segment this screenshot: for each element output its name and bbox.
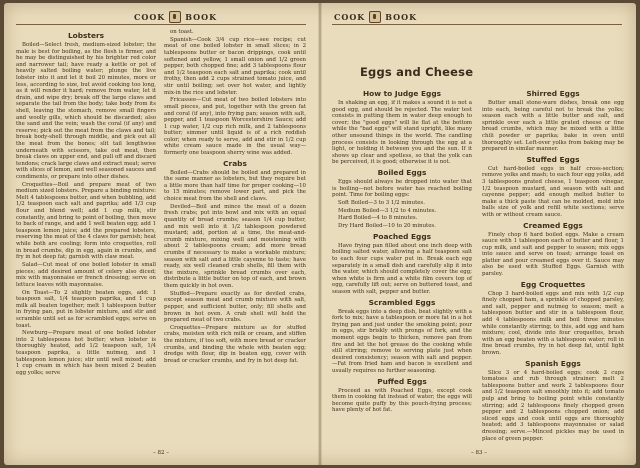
section-heading: How to Judge Eggs	[362, 89, 442, 98]
left-page-header	[132, 10, 219, 24]
paragraph: Finely chop 6 hard boiled eggs. Make a cream sauce with 1 tablespoon each of butter and flour, 1 cup milk, and salt and pepper to season; mix eggs into sauce and serve on toast; arrange toast on platter and pour creamed eggs over it. Sauce may also be used with Stuffed Eggs. Garnish with parsley.	[482, 231, 624, 278]
section-heading: Stuffed Eggs	[526, 154, 580, 164]
section-heading: Egg Croquettes	[520, 279, 586, 289]
section-heading-lobsters: Lobsters	[67, 31, 105, 40]
section-heading: Creamed Eggs	[523, 220, 583, 230]
book-emblem-icon	[169, 11, 181, 23]
page-number-left: – 82 –	[153, 450, 169, 456]
right-column-2	[482, 87, 624, 443]
boil-time-line: Hard Boiled—4 to 8 minutes.	[338, 215, 418, 222]
header-cook-word: COOK	[134, 12, 166, 22]
header-book-word: BOOK	[185, 12, 218, 22]
header-cook-word: COOK	[334, 12, 366, 22]
paragraph: Boiled—Crabs should be boiled and prepared in the same manner as lobsters, but they require but a little more than half time for proper cooking—10 to 15 minutes; remove lower part, and pick the choice meat from the shell and claws.	[164, 169, 306, 203]
section-heading: Poached Eggs	[372, 231, 432, 241]
header-book-word: BOOK	[385, 12, 418, 22]
paragraph: Newburg—Prepare meat of one boiled lobster into 2 tablespoons hot butter; when lobster is thoroughly heated, add 1/2 teaspoon salt, 1/4 teaspoon paprika, a little nutmeg, and 1 tablespoon lemon juice; stir until well mixed; add 1 cup cream in which has been mixed 2 beaten egg yolks; serve	[16, 330, 156, 376]
paragraph: Have frying pan filled about one inch deep with boiling salted water, allowing a half teaspoon salt to each four cups water put in. Break each egg separately in a small dish and carefully slip it into the water, which should completely cover the egg; when white is firm and a white film covers top of egg, carefully lift out; serve on buttered toast, and season with salt, pepper and butter.	[332, 242, 472, 295]
section-heading: Spanish Eggs	[525, 358, 581, 368]
paragraph: Fricassee—Cut meat of two boiled lobsters into small pieces, and put, together with the green fat and coral (if any), into frying pan; season with salt, pepper, and 1 teaspoon Worcestershire Sauce; add 1 cup water, 1/2 cup rich milk, and 2 tablespoons butter; simmer until liquid is of a rich reddish color; when ready to serve, add and stir in 1/2 cup white cream sauce made in the usual way—formerly one teaspoon sherry wine was added.	[164, 97, 306, 157]
paragraph: In shaking an egg, if it makes a sound it is not a good egg, and should be rejected. The water test consists in putting them in water deep enough to cover; the "good eggs" will lie flat at the bottom while the "bad eggs" will stand upright, like many other unsound things in the world. The candling process consists in looking through the egg at a light, or holding it between you and the sun. If it shows up clear and spotless, so that the yolk can be perceived, it is good; otherwise it is not.	[332, 100, 472, 166]
paragraph: Spanish—Cook 3/4 cup rice—see recipe; cut meat of one boiled lobster in small slices; in 2 tablespoons butter or bacon drippings, cook until softened and yellow, 1 small onion and 1/2 green pepper, both chopped fine; add 3 tablespoons flour and 1/2 teaspoon each salt and paprika; cook until frothy, then add 2 cups strained tomato juice, and stir until boiling; set over hot water, and lightly mix-in the rice and lobster.	[164, 36, 306, 96]
paragraph: on toast.	[170, 29, 194, 35]
paragraph: Chop 3 hard-boiled eggs and mix with 1/2 cup finely chopped ham, a sprinkle of chopped parsley, and salt, pepper and nutmeg to season; melt a tablespoon butter and stir in a tablespoon flour, add 4 tablespoons milk and boil three minutes while constantly stirring; to this, add egg and ham mixture; cool, divide into four croquettes, brush with an egg beaten with a tablespoon water; roll in fine bread crumbs, fry in hot deep fat, until light brown.	[482, 290, 624, 356]
paragraph: Salad—Cut meat of one boiled lobster in small pieces; add desired amount of celery also diced; mix with mayonnaise or french dressing; serve on lettuce leaves with mayonnaise.	[16, 261, 156, 288]
paragraph: On Toast—To 2 slightly beaten eggs, add: 1 teaspoon salt, 1/4 teaspoon paprika, and 1 cup milk all beaten together; melt 1 tablespoon butter in frying pan, put in lobster mixture, and stir and scramble until set as for scrambled eggs; serve on toast.	[16, 289, 156, 329]
book-emblem-icon	[369, 11, 381, 23]
chapter-title: Eggs and Cheese	[360, 65, 474, 79]
right-page-header	[332, 10, 419, 24]
section-heading: Shirred Eggs	[526, 89, 580, 98]
right-column-1	[332, 87, 472, 415]
header-rule	[332, 24, 622, 25]
left-column-2	[164, 29, 306, 366]
paragraph: Eggs should always be dropped into water that is boiling—not before water has reached boiling point. Time for boiling eggs:	[332, 178, 472, 199]
paragraph: Deviled—Boil and mince the meat of a dozen fresh crabs; put into bowl and mix with an equal quantity of bread crumbs; season 1/4 cup butter, and mix well into it 1/2 tablespoon powdered mustard; add, portion at a time, the meat-and-crumb mixture, mixing well and moistening with about 2 tablespoons cream; add more bread crumbs if necessary to make a workable mixture; season with salt and a little cayenne to taste; have ready, six well cleaned crab shells, fill them with the mixture, sprinkle bread crumbs over each, distribute a little butter on top of each, and brown them quickly in hot oven.	[164, 203, 306, 289]
paragraph: Croquettes—Prepare mixture as for stuffed crabs, moisten with rich milk or cream, and stiffen the mixture, if too soft, with more bread or cracker crumbs, and binding the whole with beaten egg; dredge with flour, dip in beaten egg, cover with bread or cracker crumbs, and fry in hot deep fat.	[164, 324, 306, 364]
paragraph: Croquettes—Boil and prepare meat of two medium sized lobsters. Prepare a binding mixture: Melt 4 tablespoons butter, and when bubbling, add 1/2 teaspoon each salt and paprika; add 1/3 cup flour and blend well; add 1 cup milk, stir constantly, and bring to point of boiling, then move to back of range, and add 1 well beaten egg; add 1 teaspoon lemon juice; add the prepared lobsters, reserving the meat of the 4 claws for garnish; heat while both are cooling; form into croquettes, roll in bread crumbs, dip in egg, again in crumbs, and fry in hot deep fat; garnish with claw meat.	[16, 181, 156, 261]
paragraph: Cut hard-boiled eggs in half cross-section; remove yolks and mash; to each four egg yolks, add 3 tablespoons grated cheese, 1 teaspoon vinegar, 1/2 teaspoon mustard, and season with salt and cayenne pepper; add enough melted butter to make a thick paste that can be molded, mold into balls size of yolk and refill white sections; serve with or without cream sauce.	[482, 165, 624, 218]
left-column-1	[16, 29, 156, 378]
section-heading: Puffed Eggs	[377, 376, 427, 386]
page-number-right: – 83 –	[471, 450, 487, 456]
section-heading-crabs: Crabs	[223, 158, 247, 168]
section-heading: Scrambled Eggs	[368, 297, 436, 307]
paragraph: Boiled—Select fresh, medium-sized lobster; the male is best for boiling, as the flesh is firmer, and he may be distinguished by his brighter red color and narrower tail; have ready a kettle or pot of heavily salted boiling water; plunge the live lobster into it and let it boil 20 minutes, more or less, according to size, but avoid cooking too long, as it will render it hard; remove from water, let it drain, and wipe dry; break off the large claws and separate the tail from the body; take body from its shell, leaving the stomach, remove small fingers and woolly gills, which should be discarded; also the sand and the vein; wash the coral (if any) and reserve; pick out the meat from the claws and tail; break body-shell through middle, and pick out all the meat from the bones; slit tail lengthwise underneath with scissors, take out meat, then break claws on upper end, and pull off and discard tendons; crack large claws and extract meat; serve with slices of lemon, and well seasoned sauces and condiments, or prepare into other dishes.	[16, 42, 156, 180]
left-page	[4, 3, 318, 465]
boil-time-line: Medium Boiled—3 1/2 to 4 minutes.	[338, 207, 437, 214]
paragraph: Break eggs into a deep dish, beat slightly with a fork to mix; have a tablespoon or more fat in a hot frying pan and just under the smoking point; pour in eggs, stir briskly with prongs of fork, and the moment eggs begin to thicken, remove pan from fire and let the hot grease do the cooking while still stirring; remove to serving plate just when desired consistency; season with salt and pepper.—Fat from fried ham and bacon is excellent and usually requires no further seasoning.	[332, 308, 472, 374]
paragraph: Slice 3 or 4 hard-boiled eggs; cook 2 cups tomatoes and rub through strainer; melt 2 tablespoons butter and work 2 tablespoons flour and 1/2 teaspoon salt smoothly into it; add tomato pulp and bring to boiling point while constantly stirring; add 2 tablespoons finely chopped green pepper and 2 tablespoons chopped onion; add sliced eggs and cook until eggs are thoroughly heated; add 3 tablespoons mayonnaise or salad dressing; serve.—Minced pickles may be used in place of green pepper.	[482, 369, 624, 442]
right-page	[322, 3, 636, 465]
paragraph: Stuffed—Prepare exactly as for deviled crabs, except season meat and crumb mixture with salt, pepper, and sufficient butter, only; fill shells and brown in hot oven. A crab shell will hold the prepared meat of two crabs.	[164, 290, 306, 324]
paragraph: Proceed as with Poached Eggs, except cook them in cooking fat instead of water; the eggs will become quite puffy by this pouch-frying process; have plenty of hot fat.	[332, 387, 472, 414]
boil-time-line: Soft Boiled—3 to 3 1/2 minutes.	[338, 199, 425, 206]
boil-time-line: Dry Hard Boiled—10 to 20 minutes.	[338, 223, 436, 230]
paragraph: Butter small stone-ware dishes, break one egg into each, being careful not to break the yolks; season each with a little butter and salt, and sprinkle over each a little grated cheese or fine bread crumbs, which may be mixed with a little chili powder or paprika; bake in oven until thoroughly set. Left-over yolks from baking may be prepared in similar manner.	[482, 100, 624, 153]
header-rule	[16, 24, 306, 25]
open-cookbook-spread	[4, 3, 636, 465]
section-heading: Boiled Eggs	[377, 167, 427, 177]
